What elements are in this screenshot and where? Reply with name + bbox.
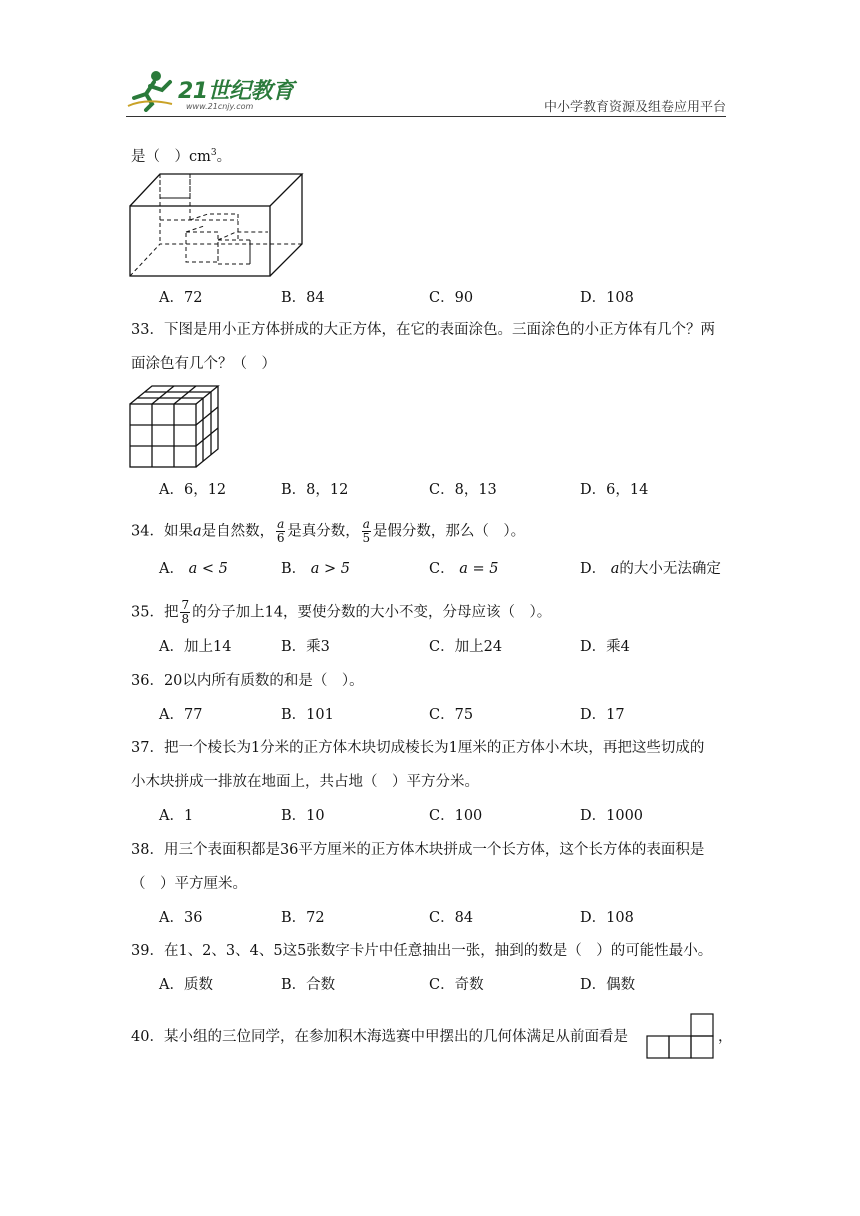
q38-options xyxy=(159,908,759,928)
option-c[interactable]: C．75 xyxy=(429,707,474,723)
page-header xyxy=(126,66,726,118)
q37-options xyxy=(159,806,759,826)
cube-figure xyxy=(128,382,228,472)
option-d[interactable]: D．108 xyxy=(580,290,634,306)
option-d[interactable]: D．6，14 xyxy=(580,482,649,498)
q40-stem: 40．某小组的三位同学，在参加积木海选赛中甲摆出的几何体满足从前面看是 xyxy=(131,1029,628,1045)
option-a[interactable]: A．1 xyxy=(159,808,194,824)
option-b[interactable]: B．8，12 xyxy=(281,482,349,498)
q40-tail: ， xyxy=(718,1029,733,1045)
option-a[interactable]: A．77 xyxy=(159,707,203,723)
front-view-figure xyxy=(645,1012,717,1060)
option-a[interactable]: A．36 xyxy=(159,910,203,926)
option-b[interactable]: B．乘3 xyxy=(281,639,330,655)
option-b[interactable]: B．84 xyxy=(281,290,325,306)
option-a[interactable]: A．质数 xyxy=(159,977,213,993)
platform-name: 中小学教育资源及组卷应用平台 xyxy=(543,100,726,115)
option-c[interactable]: C．84 xyxy=(429,910,474,926)
option-d[interactable]: D．108 xyxy=(580,910,634,926)
q36-options xyxy=(159,705,759,725)
option-d[interactable]: D．偶数 xyxy=(580,977,636,993)
header-divider xyxy=(126,116,726,117)
option-c[interactable]: C．8，13 xyxy=(429,482,497,498)
logo xyxy=(126,66,326,116)
q34-options xyxy=(159,559,759,579)
option-b[interactable]: B． a > 5 xyxy=(281,561,351,577)
option-a[interactable]: A．加上14 xyxy=(159,639,232,655)
q35-stem: 35．把 $\frac{7}{8}$ 的分子加上14，要使分数的大小不变，分母应该（ ）。 xyxy=(131,598,552,626)
option-d[interactable]: D．1000 xyxy=(580,808,644,824)
logo-text: 21世纪教育 xyxy=(178,79,294,104)
fraction-7-8: $\frac{7}{8}$ xyxy=(181,598,190,626)
logo-url: www.21cnjy.com xyxy=(186,102,254,111)
q33-line1: 33．下图是用小正方体拼成的大正方体，在它的表面涂色。三面涂色的小正方体有几个？两 xyxy=(131,322,715,338)
q32-options xyxy=(159,288,759,308)
cuboid-figure xyxy=(128,170,308,280)
q39-options xyxy=(159,975,759,995)
option-d[interactable]: D．乘4 xyxy=(580,639,630,655)
q34-stem: 34．如果a是自然数， $\frac{a}{6}$ 是真分数， $\frac{a}{5}$ 是假分数，那么（ ）。 xyxy=(131,517,526,545)
option-c[interactable]: C．100 xyxy=(429,808,483,824)
option-b[interactable]: B．72 xyxy=(281,910,325,926)
option-c[interactable]: C． a = 5 xyxy=(429,561,499,577)
q33-options xyxy=(159,480,759,500)
q37-line2: 小木块拼成一排放在地面上，共占地（ ）平方分米。 xyxy=(131,774,479,790)
q33-line2: 面涂色有几个？（ ） xyxy=(131,356,276,372)
option-b[interactable]: B．101 xyxy=(281,707,334,723)
q38-line2: （ ）平方厘米。 xyxy=(131,876,247,892)
option-a[interactable]: A． a < 5 xyxy=(159,561,228,577)
q38-line1: 38．用三个表面积都是36平方厘米的正方体木块拼成一个长方体，这个长方体的表面积是 xyxy=(131,842,705,858)
fraction-a-6: $\frac{a}{6}$ xyxy=(276,517,285,545)
q37-line1: 37．把一个棱长为1分米的正方体木块切成棱长为1厘米的正方体小木块，再把这些切成的 xyxy=(131,740,705,756)
fraction-a-5: $\frac{a}{5}$ xyxy=(362,517,371,545)
q32-tail: 是（ ）$cm^3$。 xyxy=(131,148,232,165)
option-d[interactable]: D．17 xyxy=(580,707,625,723)
option-a[interactable]: A．6，12 xyxy=(159,482,227,498)
option-a[interactable]: A．72 xyxy=(159,290,203,306)
option-d[interactable]: D． a的大小无法确定 xyxy=(580,561,721,577)
option-c[interactable]: C．奇数 xyxy=(429,977,484,993)
option-b[interactable]: B．合数 xyxy=(281,977,336,993)
runner-logo-icon xyxy=(126,68,176,112)
q35-options xyxy=(159,637,759,657)
option-c[interactable]: C．90 xyxy=(429,290,474,306)
option-b[interactable]: B．10 xyxy=(281,808,325,824)
option-c[interactable]: C．加上24 xyxy=(429,639,503,655)
q39-stem: 39．在1、2、3、4、5这5张数字卡片中任意抽出一张，抽到的数是（ ）的可能性最小。 xyxy=(131,943,713,959)
q36-stem: 36．20以内所有质数的和是（ ）。 xyxy=(131,673,364,689)
